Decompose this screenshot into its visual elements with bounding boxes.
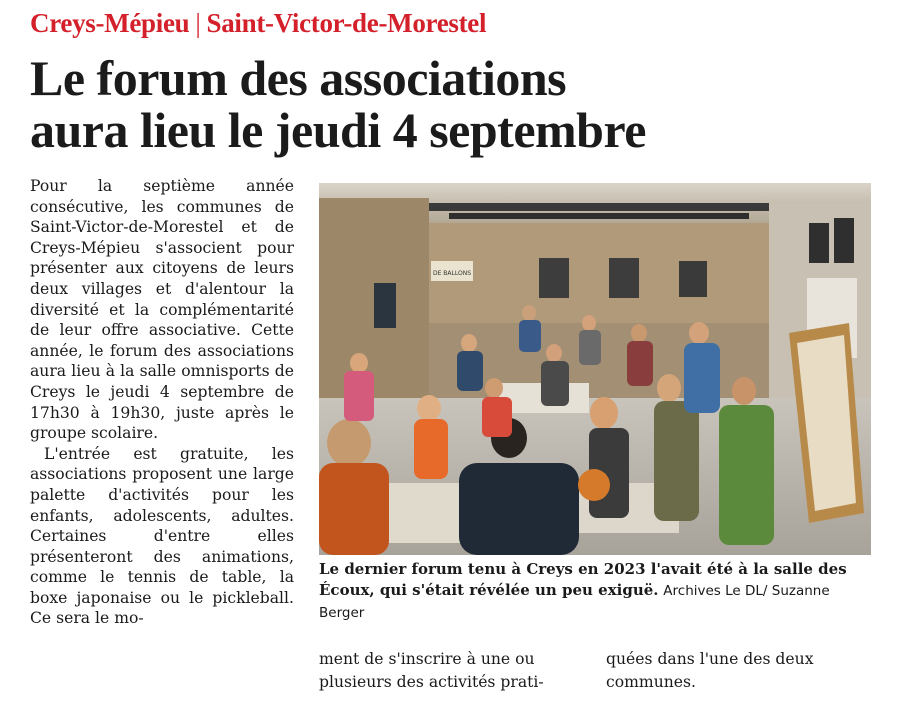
photo-credit: Archives Le DL/ Suzanne Berger (319, 583, 830, 621)
headline-line-1: Le forum des associations (30, 50, 567, 106)
caption-text: Le dernier forum tenu à Creys en 2023 l'avait été à la salle des Écoux, qui s'était révélée un peu exiguë. (319, 560, 847, 599)
headline-line-2: aura lieu le jeudi 4 septembre (30, 102, 646, 158)
photo-banner-text: DE BALLONS (432, 270, 472, 277)
column-2-line-1: ment de s'inscrire à une ou (319, 650, 535, 668)
article-column-3 (606, 648, 876, 694)
kicker-place-creys: Creys-Mépieu (30, 8, 190, 38)
article-column-2 (319, 648, 581, 694)
column-3-line-2: communes. (606, 673, 696, 691)
kicker-place-saint-victor: Saint-Victor-de-Morestel (206, 8, 487, 38)
kicker-separator: | (195, 8, 201, 38)
column-3-line-1: quées dans l'une des deux (606, 650, 814, 668)
article-headline (30, 52, 890, 156)
paragraph-2: L'entrée est gratuite, les associations proposent une large palette d'activités pour les enfants, adolescents, adultes. Certaines d'entre elles présenteront des animations, comme le tennis de table, la boxe japonaise ou le pickleball. Ce sera le mo- (30, 444, 294, 628)
paragraph-1: Pour la septième année consécutive, les communes de Saint-Victor-de-Morestel et de Creys-Mépieu s'associent pour présenter aux citoyens de leurs deux villages et d'alentour la diversité et la complémentarité de leur offre associative. Cette année, le forum des associations aura lieu à la salle omnisports de Creys le jeudi 4 septembre de 17h30 à 19h30, juste après le groupe scolaire. (30, 177, 294, 443)
article-column-1 (30, 176, 294, 629)
column-2-line-2: plusieurs des activités prati- (319, 673, 544, 691)
forum-crowd-photo (319, 183, 871, 555)
article-photo (319, 183, 871, 555)
photo-caption (319, 559, 879, 624)
section-kicker (30, 8, 486, 39)
